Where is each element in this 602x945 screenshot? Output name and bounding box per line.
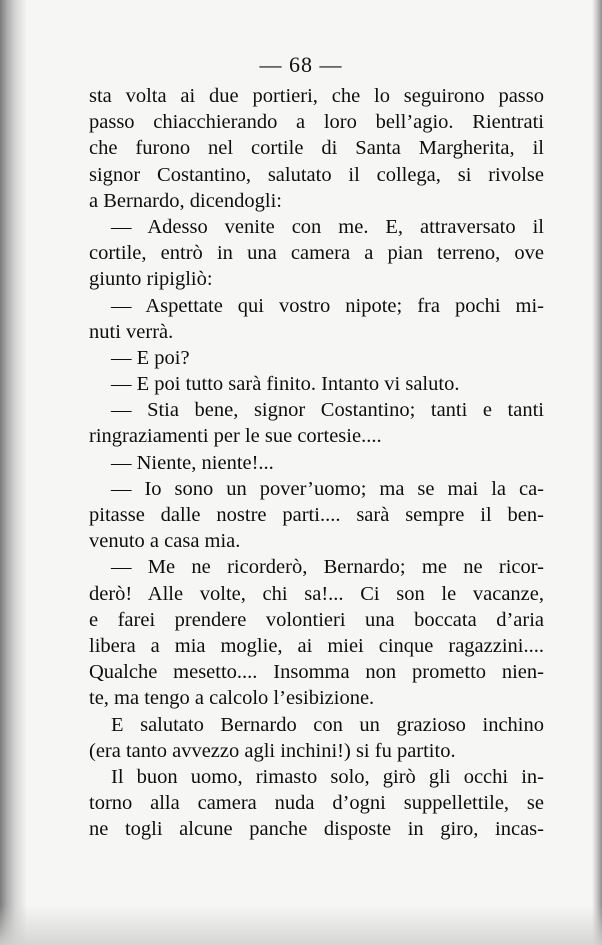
text-line: cortile, entrò in una camera a pian terreno, ove (89, 242, 544, 265)
text-line: passo chiacchierando a loro bell’agio. Rientrati (89, 111, 544, 134)
text-line: sta volta ai due portieri, che lo seguirono passo (89, 85, 544, 107)
body-text (89, 83, 544, 842)
text-line: — E poi? (111, 346, 190, 369)
page-edge (592, 0, 602, 945)
binding-shadow (0, 0, 26, 945)
text-line: a Bernardo, dicendogli: (89, 189, 282, 212)
bottom-shadow (0, 905, 602, 945)
text-line: — Stia bene, signor Costantino; tanti e tanti (111, 399, 544, 422)
text-line: — Aspettate qui vostro nipote; fra pochi mi- (111, 294, 544, 317)
text-line: (era tanto avvezzo agli inchini!) si fu partito. (89, 739, 456, 762)
text-line: E salutato Bernardo con un grazioso inchino (111, 713, 544, 736)
text-line: derò! Alle volte, chi sa!... Ci son le vacanze, (89, 582, 544, 605)
text-line: — Adesso venite con me. E, attraversato il (111, 215, 544, 238)
text-line: che furono nel cortile di Santa Margherita, il (89, 137, 544, 160)
text-line: Il buon uomo, rimasto solo, girò gli occhi in- (111, 765, 544, 788)
text-line: Qualche mesetto.... Insomma non prometto nien- (89, 661, 544, 684)
text-line: libera a mia moglie, ai miei cinque ragazzini.... (89, 634, 544, 657)
text-line: ne togli alcune panche disposte in giro, incas- (89, 818, 544, 841)
text-line: nuti verrà. (89, 320, 174, 343)
text-line: venuto a casa mia. (89, 530, 241, 553)
text-line: — E poi tutto sarà finito. Intanto vi saluto. (111, 373, 460, 396)
text-line: — Io sono un pover’uomo; ma se mai la ca- (111, 477, 544, 500)
text-line: te, ma tengo a calcolo l’esibizione. (89, 687, 375, 710)
page-number: — 68 — (259, 52, 343, 77)
text-line: ringraziamenti per le sue cortesie.... (89, 425, 382, 448)
text-line: giunto ripigliò: (89, 268, 213, 291)
text-line: signor Costantino, salutato il collega, si rivolse (89, 163, 544, 186)
text-line: e farei prendere volontieri una boccata d’aria (89, 608, 544, 631)
text-line: torno alla camera nuda d’ogni suppellettile, se (89, 792, 544, 815)
text-line: — Niente, niente!... (111, 451, 274, 474)
text-line: — Me ne ricorderò, Bernardo; me ne ricor- (111, 556, 544, 579)
text-line: pitasse dalle nostre parti.... sarà sempre il ben- (89, 504, 544, 526)
